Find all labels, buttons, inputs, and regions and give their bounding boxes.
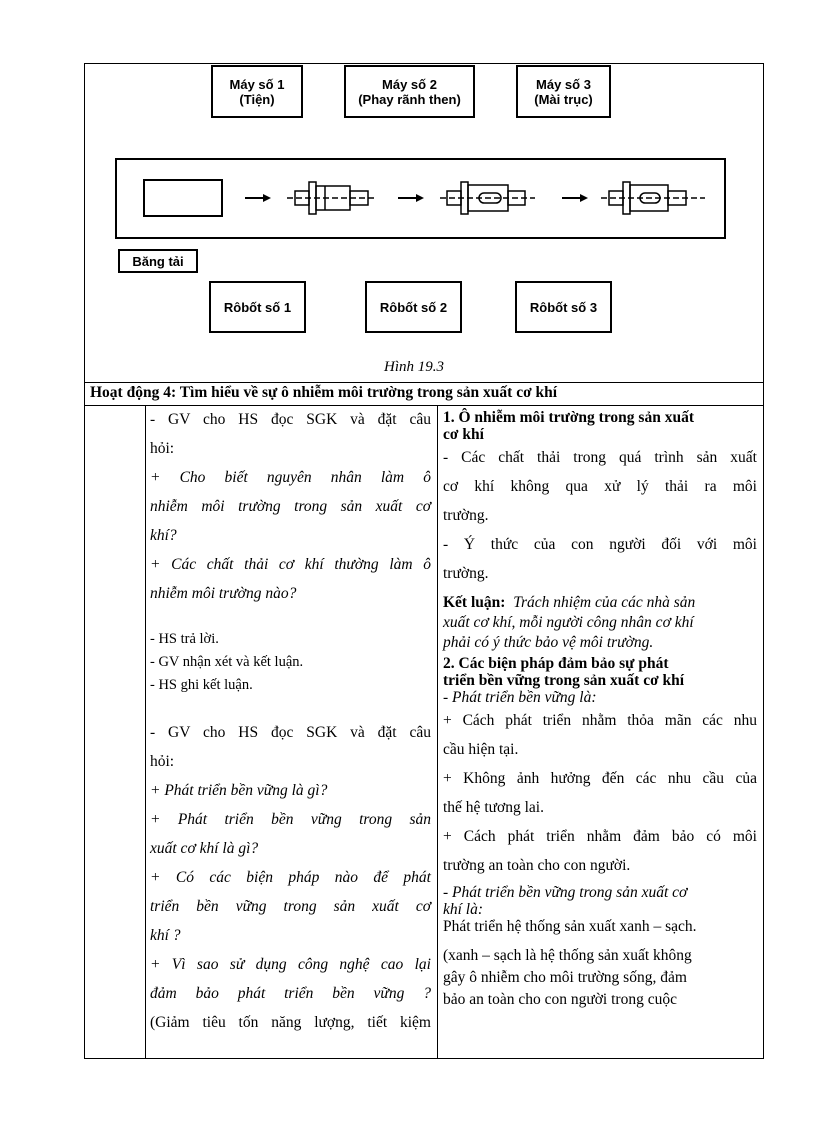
student-note: - HS ghi kết luận. xyxy=(150,677,253,693)
question-5c: khí ? xyxy=(150,927,181,944)
activity-title: Hoạt động 4: Tìm hiểu về sự ô nhiễm môi trường trong sản xuất cơ khí xyxy=(90,384,558,401)
content-2b: trường. xyxy=(443,565,489,582)
heading-1b: cơ khí xyxy=(443,426,484,443)
definition-2a: + Không ảnh hưởng đến các nhu cầu của xyxy=(443,770,757,787)
table-border-left xyxy=(84,63,85,1059)
question-5a: + Có các biện pháp nào để phát xyxy=(150,869,431,886)
mech-definition-a: - Phát triển bền vững trong sản xuất cơ xyxy=(443,884,688,901)
question-1c: khí? xyxy=(150,527,177,544)
shaft-keyway-icon xyxy=(440,182,535,214)
column-divider-2 xyxy=(437,405,438,1059)
conveyor-label-box xyxy=(118,249,198,273)
machine-box-3 xyxy=(516,65,611,118)
machine-box-2 xyxy=(344,65,475,118)
content-column xyxy=(443,405,757,1008)
content-2a: - Ý thức của con người đối với môi xyxy=(443,536,757,553)
heading-2a: 2. Các biện pháp đảm bảo sự phát xyxy=(443,655,669,672)
question-4b: xuất cơ khí là gì? xyxy=(150,840,259,857)
student-answer: - HS trả lời. xyxy=(150,631,219,647)
question-5b: triển bền vững trong sản xuất cơ xyxy=(150,898,431,915)
heading-1a: 1. Ô nhiễm môi trường trong sản xuất xyxy=(443,409,694,426)
robot-box-2 xyxy=(365,281,462,333)
green-clean-note-b: gây ô nhiễm cho môi trường sống, đảm xyxy=(443,969,687,986)
robot-box-1 xyxy=(209,281,306,333)
definition-1a: + Cách phát triển nhằm thỏa mãn các nhu xyxy=(443,712,757,729)
definition-2b: thế hệ tương lai. xyxy=(443,799,544,816)
table-border-right xyxy=(763,63,764,1059)
content-1b: cơ khí không qua xử lý thải ra môi xyxy=(443,478,757,495)
table-border-top xyxy=(84,63,764,64)
question-2a: + Các chất thải cơ khí thường làm ô xyxy=(150,556,431,573)
shaft-ground-icon xyxy=(601,182,705,214)
raw-workpiece xyxy=(144,180,222,216)
teacher-prompt-2a: - GV cho HS đọc SGK và đặt câu xyxy=(150,724,431,741)
arrow-right-icon-1 xyxy=(245,194,271,202)
mech-definition-b: khí là: xyxy=(443,901,484,918)
robot-1-label: Rôbốt số 1 xyxy=(223,299,292,315)
heading-2b: triển bền vững trong sản xuất cơ khí xyxy=(443,672,685,689)
question-2b: nhiễm môi trường nào? xyxy=(150,585,297,602)
question-1b: nhiễm môi trường trong sản xuất cơ xyxy=(150,498,431,515)
machine-3-desc: (Mài trục) xyxy=(534,91,593,107)
arrow-right-icon-3 xyxy=(562,194,588,202)
conclusion-label: Kết luận: xyxy=(443,594,506,611)
content-1c: trường. xyxy=(443,507,489,524)
question-6b: đảm bảo phát triển bền vững ? xyxy=(150,985,431,1002)
question-6a: + Vì sao sử dụng công nghệ cao lại xyxy=(150,956,431,973)
teacher-prompt-1b: hỏi: xyxy=(150,440,175,457)
table-border-bottom xyxy=(84,1058,764,1059)
conveyor-label: Băng tải xyxy=(132,253,184,269)
machine-3-name: Máy số 3 xyxy=(536,76,591,92)
teacher-prompt-2b: hỏi: xyxy=(150,753,175,770)
conclusion-text-c: phải có ý thức bảo vệ môi trường. xyxy=(443,634,654,651)
machine-1-desc: (Tiện) xyxy=(239,91,275,107)
content-1a: - Các chất thải trong quá trình sản xuất xyxy=(443,449,757,466)
teacher-column xyxy=(150,405,431,1037)
machine-2-desc: (Phay rãnh then) xyxy=(358,91,461,107)
figure-caption: Hình 19.3 xyxy=(384,359,444,375)
row-divider-1 xyxy=(84,382,764,383)
machine-2-name: Máy số 2 xyxy=(382,76,437,92)
definition-3a: + Cách phát triển nhằm đảm bảo có môi xyxy=(443,828,757,845)
teacher-conclude: - GV nhận xét và kết luận. xyxy=(150,654,304,670)
conclusion-text-b: xuất cơ khí, mỗi người công nhân cơ khí xyxy=(443,614,694,631)
conclusion-text-a: Trách nhiệm của các nhà sản xyxy=(513,594,696,611)
definition-3b: trường an toàn cho con người. xyxy=(443,857,631,874)
column-divider-1 xyxy=(145,405,146,1059)
machine-box-1 xyxy=(211,65,303,118)
definition-label: - Phát triển bền vững là: xyxy=(443,689,597,706)
green-clean-note-a: (xanh – sạch là hệ thống sản xuất không xyxy=(443,947,692,964)
robot-2-label: Rôbốt số 2 xyxy=(379,299,448,315)
question-4a: + Phát triển bền vững trong sản xyxy=(150,811,431,828)
robot-3-label: Rôbốt số 3 xyxy=(529,299,598,315)
definition-1b: cầu hiện tại. xyxy=(443,741,519,758)
conveyor-diagram xyxy=(115,158,727,240)
teacher-prompt-1a: - GV cho HS đọc SGK và đặt câu xyxy=(150,411,431,428)
green-clean-note-c: bảo an toàn cho con người trong cuộc xyxy=(443,991,677,1008)
question-1a: + Cho biết nguyên nhân làm ô xyxy=(150,469,431,486)
robot-box-3 xyxy=(515,281,612,333)
question-3: + Phát triển bền vững là gì? xyxy=(150,782,328,799)
shaft-icon-1 xyxy=(287,182,377,214)
conclusion-line-1 xyxy=(443,594,757,611)
machine-1-name: Máy số 1 xyxy=(229,76,285,92)
teacher-note: (Giảm tiêu tốn năng lượng, tiết kiệm xyxy=(150,1014,431,1031)
arrow-right-icon-2 xyxy=(398,194,424,202)
green-clean-system: Phát triển hệ thống sản xuất xanh – sạch. xyxy=(443,918,697,935)
